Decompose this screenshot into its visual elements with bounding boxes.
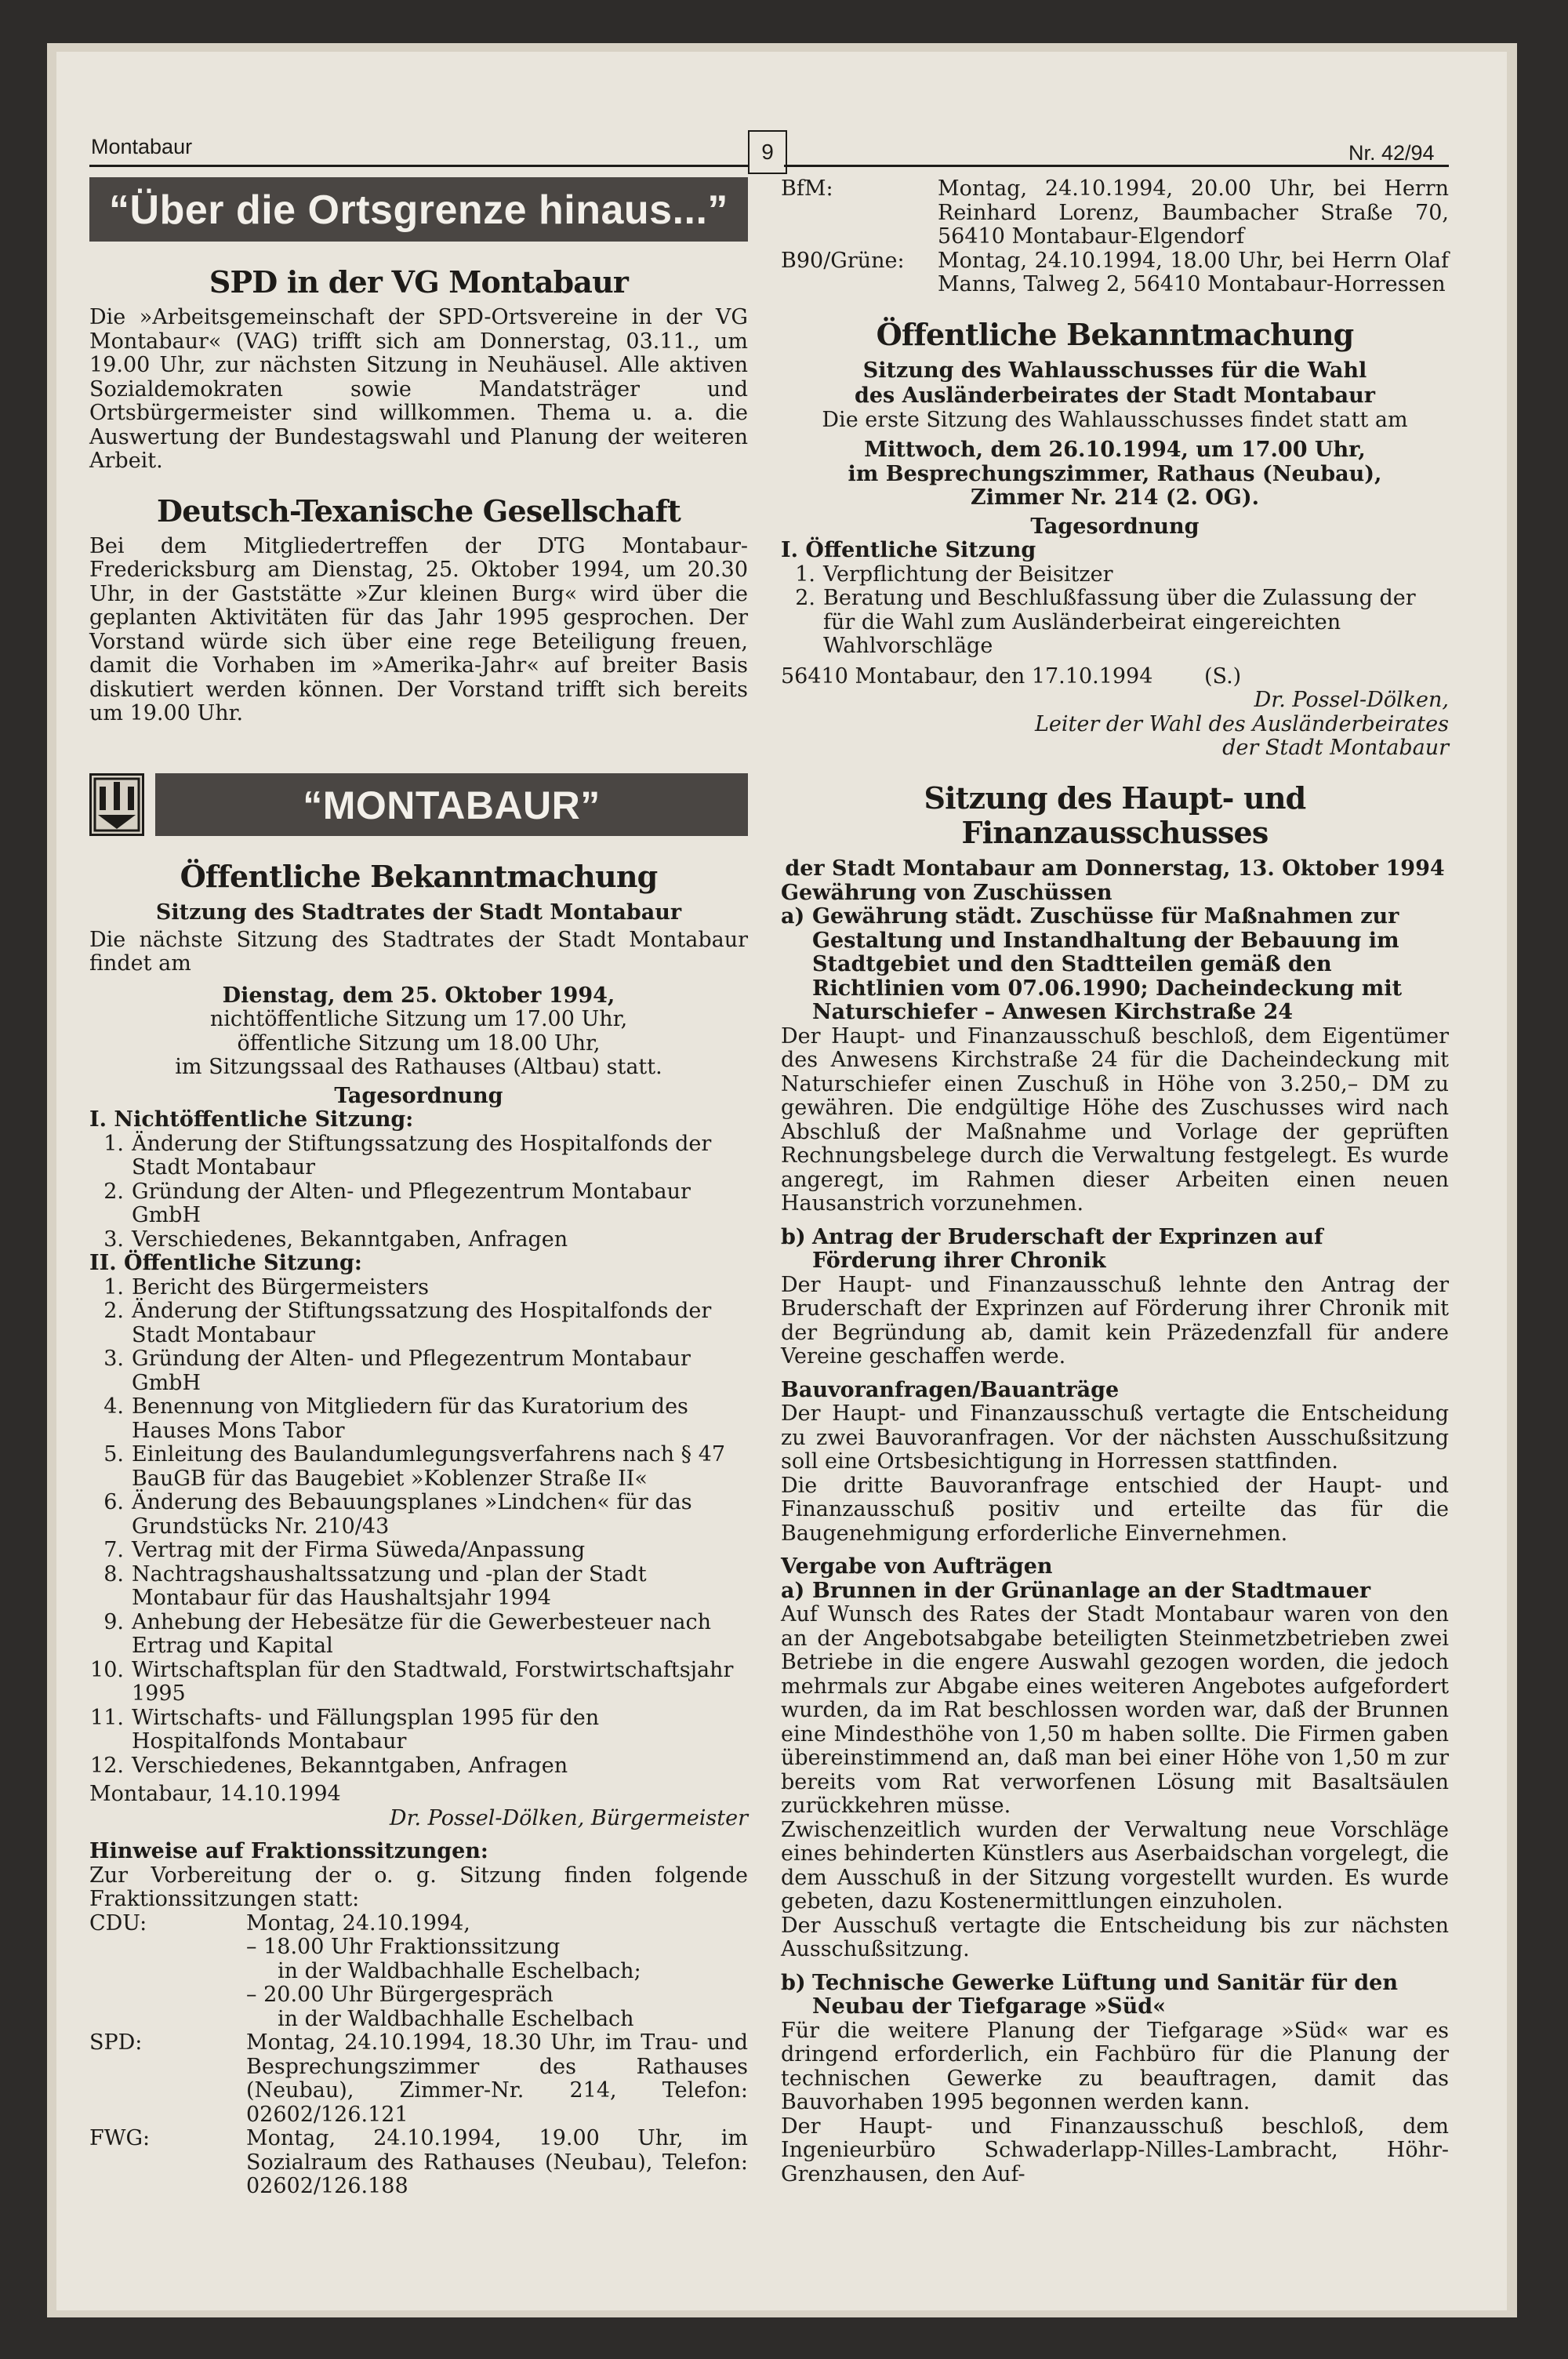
- hints-intro: Zur Vorbereitung der o. g. Sitzung finden folgende Fraktionssitzungen statt:: [89, 1863, 748, 1911]
- faction-meetings: [89, 1912, 748, 2199]
- faction-detail-line: in der Waldbachhalle Eschelbach;: [278, 1958, 641, 1983]
- montabaur-banner-row: [89, 773, 748, 836]
- faction-name: FWG:: [89, 2126, 151, 2150]
- notice-heading: Öffentliche Bekanntmachung: [180, 858, 658, 894]
- finance-c-text-3: Der Ausschuß vertagte die Entscheidung bis zur nächsten Ausschußsitzung.: [781, 1913, 1449, 1961]
- finance-d-heading: Technische Gewerke Lüftung und Sanitär für den Neubau der Tiefgarage »Süd«: [812, 1970, 1398, 2019]
- finance-subtitle: der Stadt Montabaur am Donnerstag, 13. Oktober 1994: [785, 856, 1445, 881]
- agenda-item-text: Verschiedenes, Bekanntgaben, Anfragen: [132, 1227, 568, 1252]
- hints-heading: Hinweise auf Fraktionssitzungen:: [89, 1839, 488, 1863]
- agenda-item-text: Einleitung des Baulandumlegungsverfahrens nach § 47 BauGB für das Baugebiet »Koblenzer Straße II«: [132, 1442, 726, 1491]
- notice-line1: nichtöffentliche Sitzung um 17.00 Uhr,: [209, 1007, 628, 1031]
- notice-place-date: Montabaur, 14.10.1994: [89, 1782, 341, 1806]
- notice2-subtitle-1: Sitzung des Wahlausschusses für die Wahl: [862, 358, 1367, 383]
- page-number: 9: [748, 130, 787, 174]
- agenda-item-number: 1.: [103, 1274, 124, 1299]
- notice2-heading: Öffentliche Bekanntmachung: [876, 316, 1354, 352]
- header-rule-right: [784, 165, 1449, 167]
- agenda-item: [89, 1276, 748, 1300]
- faction-details: [246, 2031, 748, 2127]
- agenda-item-number: 7.: [103, 1538, 124, 1562]
- finance-h2-text-1: Der Haupt- und Finanzausschuß vertagte die Entscheidung zu zwei Bauvoranfragen. Vor der nächsten Ausschußsitzung soll eine Ortsbesichtigung in Horressen stattfinden.: [781, 1401, 1449, 1474]
- notice2-place-date: 56410 Montabaur, den 17.10.1994: [781, 663, 1153, 689]
- finance-d-label: b): [781, 1970, 806, 1995]
- faction-name: BfM:: [781, 176, 833, 201]
- notice-date: Dienstag, dem 25. Oktober 1994,: [222, 983, 615, 1008]
- agenda-item: [89, 1563, 748, 1611]
- agenda-item: [89, 1132, 748, 1180]
- agenda-item-number: 2.: [795, 586, 815, 610]
- agenda-item-text: Änderung des Bebauungsplanes »Lindchen« für das Grundstücks Nr. 210/43: [132, 1490, 692, 1539]
- agenda-list-1: [89, 1132, 748, 1252]
- faction-detail-line: Montag, 24.10.1994, 18.30 Uhr, im Trau- und Besprechungszimmer des Rathauses (Neubau), Zimmer-Nr. 214, Telefon: 02602/126.121: [246, 2030, 748, 2127]
- finance-c-text-2: Zwischenzeitlich wurden der Verwaltung neue Vorschläge eines behinderten Künstlers aus Aserbaidschan vorgelegt, die dem Ausschuß in der Sitzung vorgestellt wurden. Es wurde gebeten, dazu Kostenermittlungen einzuholen.: [781, 1817, 1449, 1914]
- agenda-item-number: 3.: [103, 1347, 124, 1371]
- faction-name: CDU:: [89, 1910, 147, 1936]
- spd-heading: SPD in der VG Montabaur: [209, 264, 629, 300]
- notice2-seal: (S.): [1204, 663, 1242, 689]
- notice2-date-3: Zimmer Nr. 214 (2. OG).: [970, 485, 1259, 510]
- notice2-section: I. Öffentliche Sitzung: [781, 538, 1036, 562]
- agenda-item: [781, 587, 1449, 659]
- finance-b-text: Der Haupt- und Finanzausschuß lehnte den Antrag der Bruderschaft der Exprinzen auf Förderung ihrer Chronik mit der Begründung ab, damit kein Präzedenzfall für andere Vereine geschaffen werde.: [781, 1272, 1449, 1369]
- finance-h1: Gewährung von Zuschüssen: [781, 880, 1112, 905]
- agenda-list-2: [89, 1276, 748, 1779]
- section-banner-montabaur: “MONTABAUR”: [155, 773, 748, 836]
- notice-line3: im Sitzungssaal des Rathauses (Altbau) statt.: [175, 1055, 662, 1079]
- agenda-item-number: 5.: [103, 1442, 124, 1467]
- finance-h2: Bauvoranfragen/Bauanträge: [781, 1377, 1120, 1402]
- header-town: Montabaur: [91, 135, 193, 158]
- notice2-signature-1: Dr. Possel-Dölken,: [1254, 688, 1449, 712]
- faction-details: Montag, 24.10.1994, 20.00 Uhr, bei Herrn Reinhard Lorenz, Baumbacher Straße 70, 56410 Montabaur-Elgendorf: [938, 176, 1449, 249]
- agenda-section-2: II. Öffentliche Sitzung:: [89, 1251, 362, 1275]
- faction-row: [781, 249, 1449, 297]
- faction-name: SPD:: [89, 2030, 143, 2055]
- finance-b-label: b): [781, 1224, 806, 1249]
- notice2-agenda-heading: Tagesordnung: [1030, 514, 1200, 539]
- faction-row: [781, 177, 1449, 249]
- faction-detail-line: – 18.00 Uhr Fraktionssitzung: [246, 1935, 561, 1959]
- agenda-item: [89, 1395, 748, 1443]
- agenda-item: [89, 1180, 748, 1228]
- agenda-item-text: Nachtragshaushaltssatzung und -plan der Stadt Montabaur für das Haushaltsjahr 1994: [132, 1561, 647, 1610]
- notice2-agenda-list: [781, 563, 1449, 659]
- notice2-intro: Die erste Sitzung des Wahlausschusses findet statt am: [822, 407, 1408, 432]
- notice2-date-2: im Besprechungszimmer, Rathaus (Neubau),: [848, 461, 1382, 486]
- faction-name: B90/Grüne:: [781, 248, 905, 273]
- faction-details: [246, 1912, 748, 2032]
- agenda-item-number: 12.: [90, 1753, 124, 1778]
- agenda-item-text: Änderung der Stiftungssatzung des Hospitalfonds der Stadt Montabaur: [132, 1131, 712, 1180]
- agenda-item-text: Verpflichtung der Beisitzer: [823, 562, 1113, 587]
- faction-detail-line: – 20.00 Uhr Bürgergespräch: [246, 1983, 554, 2007]
- agenda-item: [89, 1754, 748, 1779]
- notice-intro: Die nächste Sitzung des Stadtrates der Stadt Montabaur findet am: [89, 927, 748, 976]
- agenda-item-text: Anhebung der Hebesätze für die Gewerbesteuer nach Ertrag und Kapital: [132, 1609, 712, 1658]
- agenda-item-text: Verschiedenes, Bekanntgaben, Anfragen: [132, 1753, 568, 1778]
- notice2-signature-2: Leiter der Wahl des Ausländerbeirates: [1034, 711, 1449, 736]
- agenda-item: [89, 1491, 748, 1539]
- finance-h2-text-2: Die dritte Bauvoranfrage entschied der Haupt- und Finanzausschuß positiv und erteilte das für die Baugenehmigung erforderliche Einvernehmen.: [781, 1473, 1449, 1546]
- faction-detail-line: Montag, 24.10.1994, 19.00 Uhr, im Sozialraum des Rathauses (Neubau), Telefon: 02602/126.188: [246, 2126, 748, 2198]
- faction-details: [246, 2127, 748, 2199]
- finance-b-heading: Antrag der Bruderschaft der Exprinzen auf Förderung ihrer Chronik: [812, 1224, 1323, 1273]
- agenda-item-text: Bericht des Bürgermeisters: [132, 1274, 429, 1299]
- agenda-item-number: 11.: [90, 1705, 124, 1730]
- agenda-item: [89, 1659, 748, 1707]
- agenda-item: [89, 1539, 748, 1563]
- agenda-item: [89, 1443, 748, 1491]
- agenda-item: [89, 1707, 748, 1754]
- faction-meetings-continued: [781, 177, 1449, 297]
- agenda-item-text: Änderung der Stiftungssatzung des Hospitalfonds der Stadt Montabaur: [132, 1299, 712, 1347]
- faction-detail-line: Montag, 24.10.1994,: [246, 1910, 470, 1936]
- header-rule-left: [89, 165, 748, 167]
- spd-text: Die »Arbeitsgemeinschaft der SPD-Ortsvereine in der VG Montabaur« (VAG) trifft sich am Donnerstag, 03.11., um 19.00 Uhr, zur nächsten Sitzung in Neuhäusel. Alle aktiven Sozialdemokraten sowie Mandatsträger und Ortsbürgermeister sind willkommen. Thema u. a. die Auswertung der Bundestagswahl und Planung der weiteren Arbeit.: [89, 305, 748, 473]
- agenda-item-number: 3.: [103, 1227, 124, 1252]
- agenda-item: [89, 1611, 748, 1659]
- agenda-section-1: I. Nichtöffentliche Sitzung:: [89, 1107, 414, 1132]
- dtg-text: Bei dem Mitgliedertreffen der DTG Montabaur-Fredericksburg am Dienstag, 25. Oktober 1994, um 20.30 Uhr, in der Gaststätte »Zur kleinen Burg« wird über die geplanten Aktivitäten für das Jahr 1995 gesprochen. Der Vorstand würde sich über eine rege Beteiligung freuen, damit die Vorhaben im »Amerika-Jahr« auf breiter Basis diskutiert werden können. Der Vorstand trifft sich bereits um 19.00 Uhr.: [89, 533, 748, 725]
- agenda-item-text: Benennung von Mitgliedern für das Kuratorium des Hauses Mons Tabor: [132, 1394, 688, 1443]
- dtg-heading: Deutsch-Texanische Gesellschaft: [157, 493, 681, 529]
- faction-row: [89, 2031, 748, 2127]
- agenda-item: [89, 1228, 748, 1252]
- agenda-item: [781, 563, 1449, 587]
- agenda-item-number: 4.: [103, 1394, 124, 1419]
- faction-row: [89, 1912, 748, 2032]
- agenda-item-text: Gründung der Alten- und Pflegezentrum Montabaur GmbH: [132, 1347, 691, 1395]
- agenda-item-number: 10.: [90, 1657, 124, 1682]
- notice2-signature-3: der Stadt Montabaur: [1222, 736, 1449, 760]
- header-issue: Nr. 42/94: [1348, 141, 1435, 165]
- faction-details: Montag, 24.10.1994, 18.00 Uhr, bei Herrn Olaf Manns, Talweg 2, 56410 Montabaur-Horressen: [938, 248, 1449, 296]
- agenda-item: [89, 1299, 748, 1347]
- agenda-item-number: 1.: [795, 562, 815, 587]
- agenda-item-number: 2.: [103, 1179, 124, 1204]
- finance-c-heading: Brunnen in der Grünanlage an der Stadtmauer: [812, 1578, 1371, 1603]
- finance-h3: Vergabe von Aufträgen: [781, 1554, 1053, 1579]
- agenda-heading: Tagesordnung: [334, 1083, 503, 1108]
- notice-signature: Dr. Possel-Dölken, Bürgermeister: [389, 1805, 748, 1830]
- agenda-item-text: Wirtschaftsplan für den Stadtwald, Forstwirtschaftsjahr 1995: [132, 1657, 734, 1706]
- agenda-item-text: Vertrag mit der Firma Süweda/Anpassung: [132, 1538, 586, 1562]
- agenda-item-number: 9.: [103, 1609, 124, 1634]
- town-crest-icon: [89, 773, 144, 836]
- agenda-item: [89, 1347, 748, 1395]
- faction-row: [89, 2127, 748, 2199]
- notice2-date-1: Mittwoch, dem 26.10.1994, um 17.00 Uhr,: [864, 438, 1366, 462]
- finance-c-label: a): [781, 1578, 805, 1603]
- finance-d-text-2: Der Haupt- und Finanzausschuß beschloß, dem Ingenieurbüro Schwaderlapp-Nilles-Lambracht, Höhr-Grenzhausen, den Auf-: [781, 2114, 1449, 2186]
- finance-c-text-1: Auf Wunsch des Rates der Stadt Montabaur waren von den an der Angebotsabgabe beteiligten Steinmetzbetrieben zwei Betriebe in die engere Auswahl gezogen worden, die jedoch mehrmals zur Abgabe eines weiteren Angebotes aufgefordert wurden, da im Rat beschlossen worden war, daß der Brunnen eine Mindesthöhe von 1,50 m haben sollte. Die Firmen gaben übereinstimmend an, daß man bei einer Höhe von 1,50 m zur bereits vom Rat verworfenen Lösung mit Basaltsäulen zurückkehren müsse.: [781, 1602, 1449, 1818]
- finance-a-label: a): [781, 904, 805, 929]
- finance-a-heading: Gewährung städt. Zuschüsse für Maßnahmen zur Gestaltung und Instandhaltung der Bebauung im Stadtgebiet und den Stadtteilen gemäß den Richtlinien vom 07.06.1990; Dacheindeckung mit Naturschiefer – Anwesen Kirchstraße 24: [812, 904, 1403, 1024]
- notice-subtitle: Sitzung des Stadtrates der Stadt Montabaur: [155, 900, 682, 925]
- left-column: [89, 177, 748, 2199]
- notice2-subtitle-2: des Ausländerbeirates der Stadt Montabaur: [854, 383, 1375, 408]
- agenda-item-number: 2.: [103, 1299, 124, 1323]
- faction-detail-line: in der Waldbachhalle Eschelbach: [278, 2006, 634, 2031]
- agenda-item-text: Beratung und Beschlußfassung über die Zulassung der für die Wahl zum Ausländerbeirat eingereichten Wahlvorschläge: [823, 586, 1416, 658]
- section-banner-ortsgrenze: “Über die Ortsgrenze hinaus...”: [89, 177, 748, 242]
- finance-d-text-1: Für die weitere Planung der Tiefgarage »Süd« war es dringend erforderlich, ein Fachbüro für die Planung der technischen Gewerke zu beauftragen, damit das Bauvorhaben 1995 begonnen werden kann.: [781, 2018, 1449, 2114]
- agenda-item-number: 8.: [103, 1561, 124, 1587]
- notice-line2: öffentliche Sitzung um 18.00 Uhr,: [237, 1030, 601, 1056]
- right-column: [781, 177, 1449, 2186]
- agenda-item-text: Gründung der Alten- und Pflegezentrum Montabaur GmbH: [132, 1179, 691, 1227]
- finance-a-text: Der Haupt- und Finanzausschuß beschloß, dem Eigentümer des Anwesens Kirchstraße 24 für die Dacheindeckung mit Naturschiefer einen Zuschuß in Höhe von 3.250,– DM zu gewähren. Die endgültige Höhe des Zuschusses wird nach Abschluß der Maßnahme und Vorlage der geprüften Rechnungsbelege durch die Verwaltung festgelegt. Es wurde angeregt, im Rahmen dieser Arbeiten einen neuen Hausanstrich vorzunehmen.: [781, 1023, 1449, 1216]
- agenda-item-number: 6.: [103, 1490, 124, 1514]
- agenda-item-text: Wirtschafts- und Fällungsplan 1995 für den Hospitalfonds Montabaur: [132, 1705, 600, 1754]
- agenda-item-number: 1.: [103, 1131, 124, 1156]
- finance-heading: Sitzung des Haupt- und Finanzausschusses: [924, 780, 1306, 850]
